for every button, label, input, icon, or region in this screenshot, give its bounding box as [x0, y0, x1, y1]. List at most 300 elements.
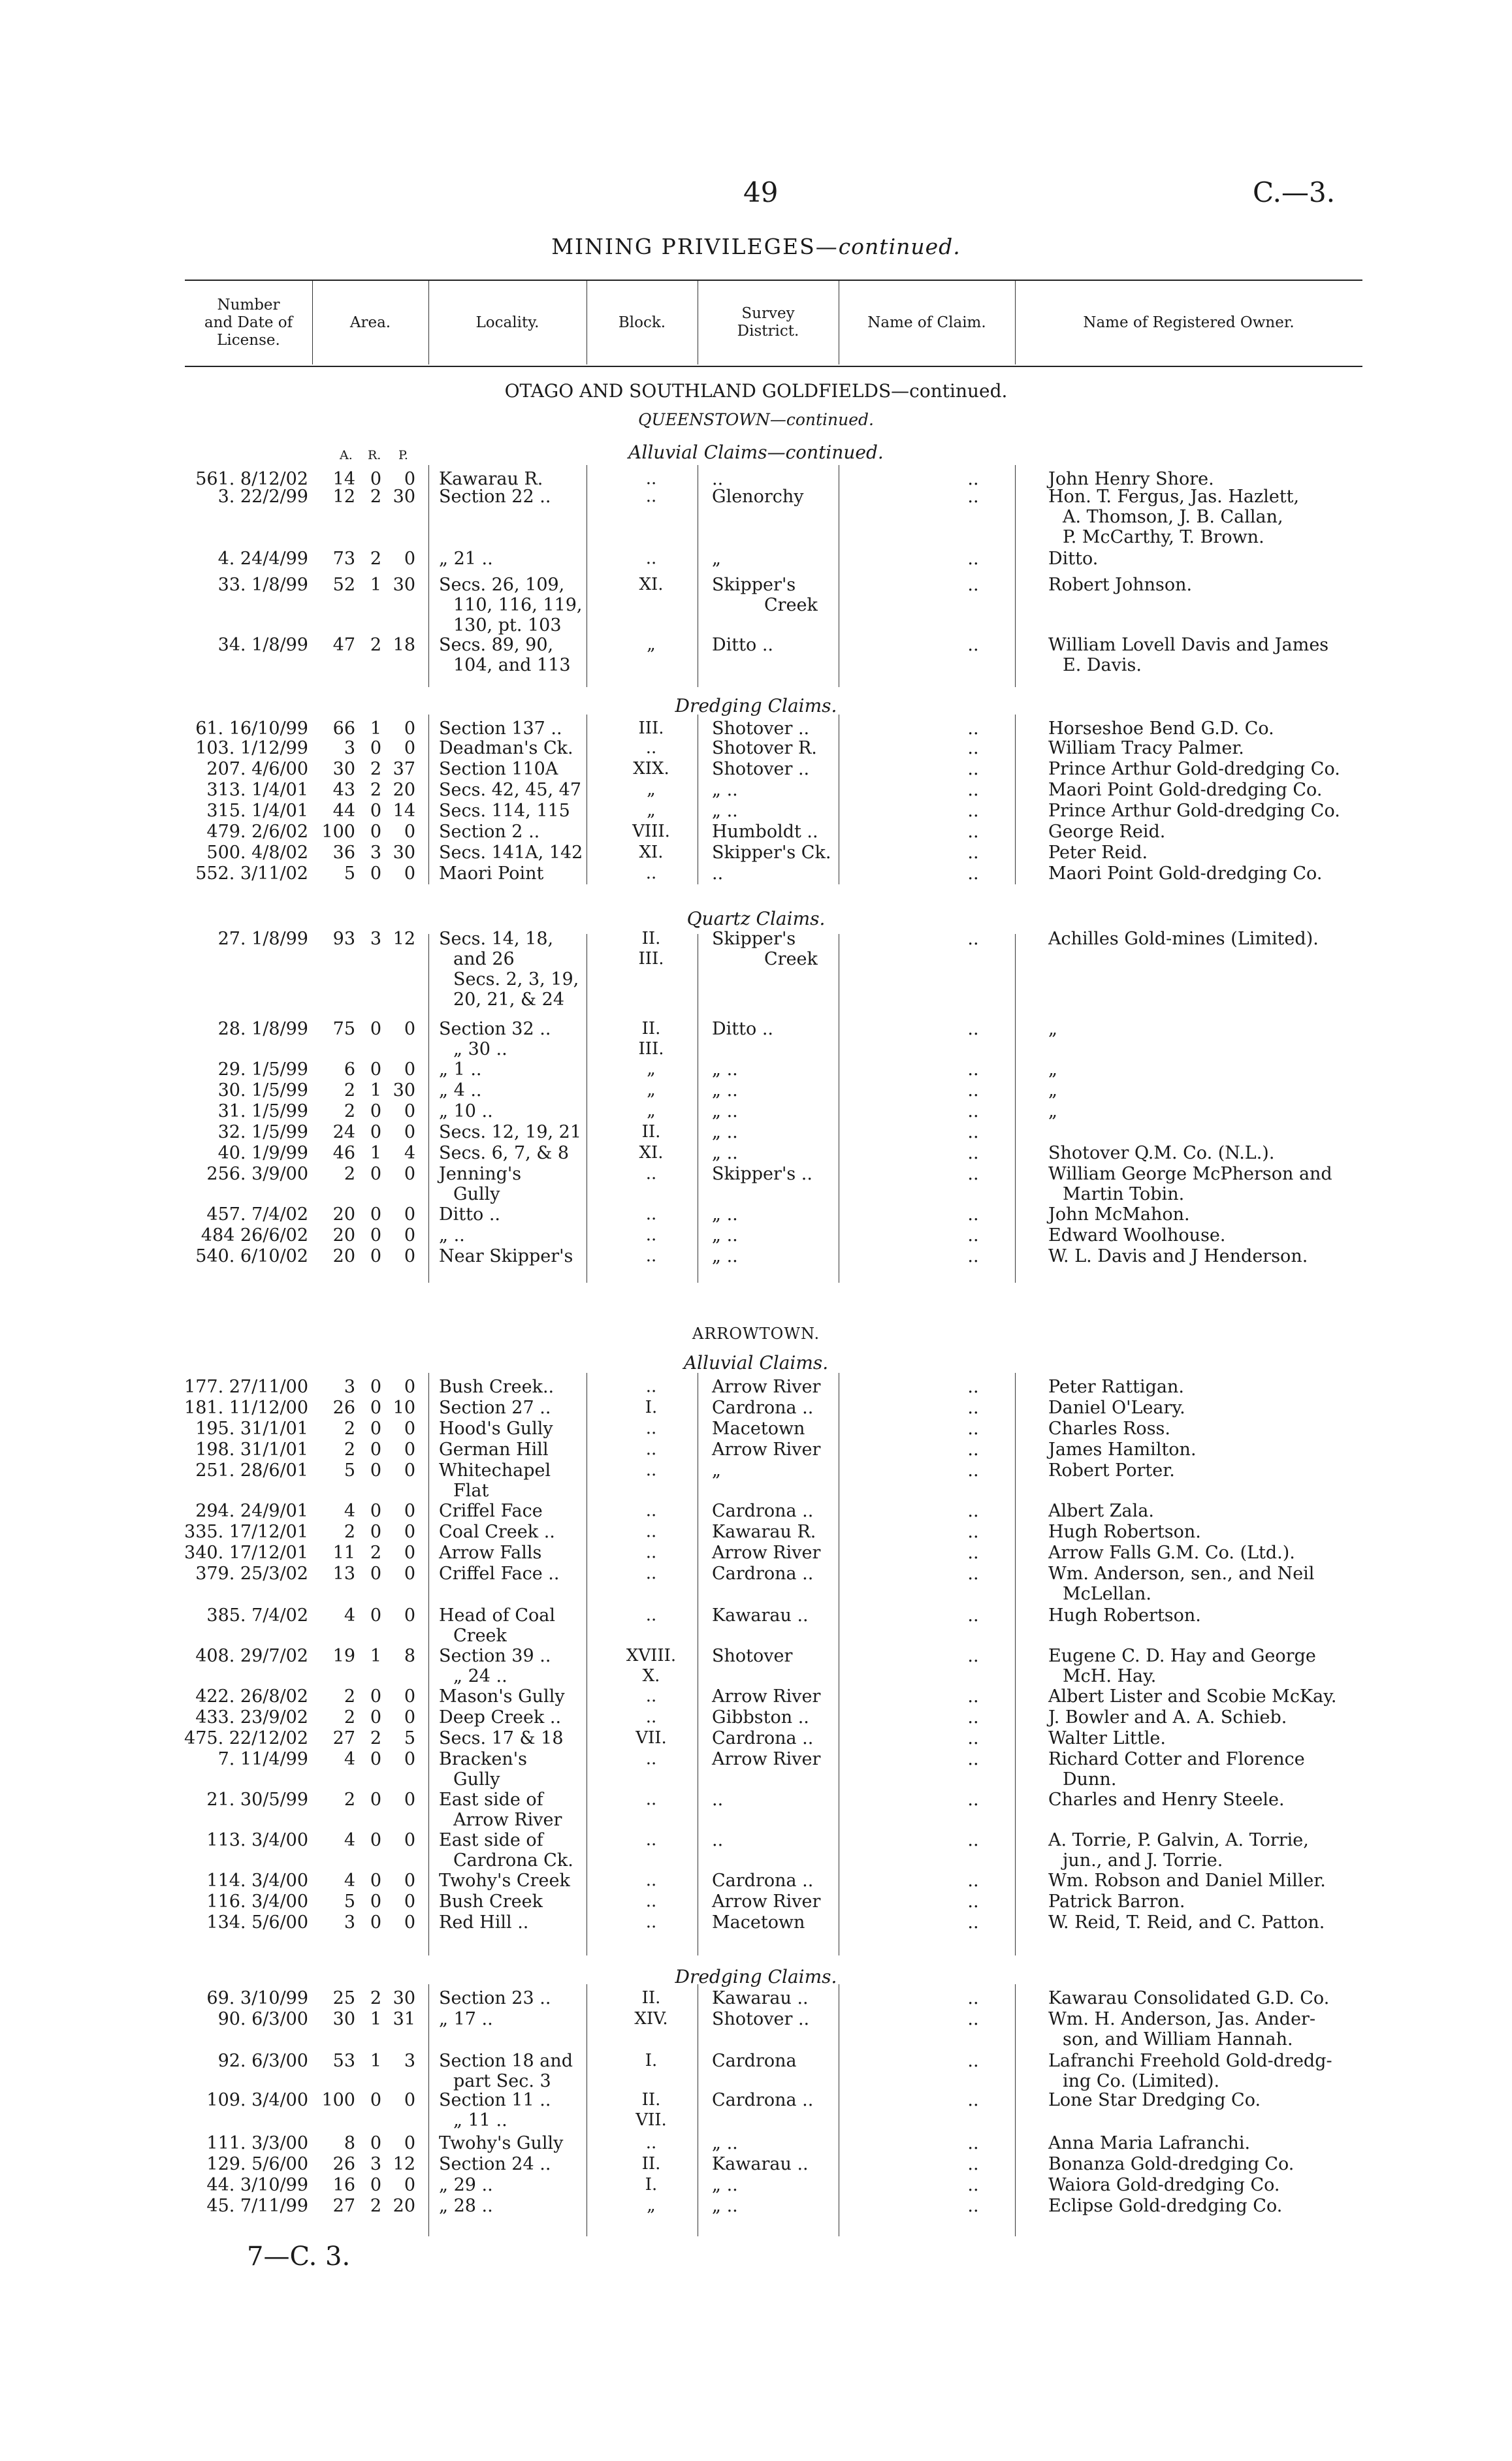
area-roods: 0 — [370, 1225, 381, 1246]
claim-name: .. — [967, 2090, 979, 2110]
locality: Section 23 .. — [439, 1988, 551, 2008]
claim-name: .. — [967, 1790, 979, 1810]
license-number-date: 31. 1/5/99 — [217, 1101, 308, 1121]
block: XI. — [639, 843, 664, 862]
block: .. — [645, 1707, 657, 1727]
registered-owner: Albert Lister and Scobie McKay. — [1048, 1686, 1337, 1707]
area-roods: 3 — [370, 2154, 381, 2174]
title-main: MINING PRIVILEGES— — [551, 234, 839, 259]
license-number-date: 90. 6/3/00 — [217, 2009, 308, 2029]
area-roods: 0 — [370, 738, 381, 758]
area-acres: 36 — [332, 843, 355, 863]
survey-district: „ .. — [712, 2196, 738, 2216]
claim-name: .. — [967, 822, 979, 842]
header-survey-district: Survey District. — [737, 305, 799, 340]
locality: East side of Cardrona Ck. — [439, 1830, 573, 1871]
block: .. — [645, 1225, 657, 1245]
license-number-date: 340. 17/12/01 — [184, 1543, 308, 1563]
area-perches: 37 — [393, 759, 415, 779]
block: .. — [645, 1871, 657, 1890]
locality: Ditto .. — [439, 1204, 500, 1225]
claim-name: .. — [967, 635, 979, 655]
license-number-date: 540. 6/10/02 — [195, 1246, 308, 1266]
block: II. — [641, 1988, 661, 2008]
block: II. — [641, 1122, 661, 1142]
claim-name: .. — [967, 863, 979, 884]
registered-owner: Ditto. — [1048, 549, 1099, 569]
license-number-date: 4. 24/4/99 — [217, 549, 308, 569]
area-roods: 0 — [370, 469, 381, 489]
area-perches: 0 — [404, 863, 415, 884]
locality: Section 22 .. — [439, 487, 551, 507]
area-acres: 75 — [332, 1019, 355, 1039]
page-title — [0, 234, 1512, 259]
claim-name: .. — [967, 718, 979, 739]
license-number-date: 181. 11/12/00 — [184, 1398, 308, 1418]
area-roods: 2 — [370, 1988, 381, 2008]
locality: „ 1 .. — [439, 1059, 482, 1080]
area-perches: 4 — [404, 1143, 415, 1163]
registered-owner: Arrow Falls G.M. Co. (Ltd.). — [1048, 1543, 1295, 1563]
license-number-date: 28. 1/8/99 — [217, 1019, 308, 1039]
area-perches: 0 — [404, 1564, 415, 1584]
survey-district: „ .. — [712, 1246, 738, 1266]
area-perches: 0 — [404, 1501, 415, 1521]
locality: Kawarau R. — [439, 469, 543, 489]
area-roods: 0 — [370, 1398, 381, 1418]
survey-district: „ .. — [712, 1101, 738, 1121]
area-perches: 0 — [404, 1707, 415, 1728]
claim-name: .. — [967, 1122, 979, 1142]
block: „ — [647, 2196, 656, 2215]
area-perches: 0 — [404, 1460, 415, 1481]
registered-owner: Charles Ross. — [1048, 1419, 1170, 1439]
claim-name: .. — [967, 1019, 979, 1039]
area-acres: 93 — [332, 929, 355, 949]
locality: Criffel Face — [439, 1501, 543, 1521]
area-acres: 3 — [344, 738, 355, 758]
area-acres: 43 — [332, 780, 355, 800]
locality: Near Skipper's — [439, 1246, 573, 1266]
claim-name: .. — [967, 2175, 979, 2195]
license-number-date: 313. 1/4/01 — [206, 780, 308, 800]
area-roods: 0 — [370, 1019, 381, 1039]
registered-owner: „ — [1048, 1019, 1057, 1039]
license-number-date: 45. 7/11/99 — [206, 2196, 308, 2216]
area-perches: 0 — [404, 1871, 415, 1891]
license-number-date: 27. 1/8/99 — [217, 929, 308, 949]
area-acres: 2 — [344, 1101, 355, 1121]
area-roods: 0 — [370, 1122, 381, 1142]
survey-district: Cardrona .. — [712, 1501, 814, 1521]
area-roods: 0 — [370, 863, 381, 884]
locality: Bracken's Gully — [439, 1749, 527, 1790]
block: .. — [645, 1377, 657, 1396]
survey-district: Arrow River — [712, 1749, 821, 1769]
area-perches: 0 — [404, 1912, 415, 1933]
locality: Section 18 and part Sec. 3 — [439, 2051, 573, 2091]
survey-district: Skipper's Ck. — [712, 843, 831, 863]
claim-name: .. — [967, 759, 979, 779]
area-acres: 66 — [332, 718, 355, 739]
header-area: Area. — [349, 314, 391, 331]
license-number-date: 251. 28/6/01 — [195, 1460, 308, 1481]
claim-name: .. — [967, 1101, 979, 1121]
survey-district: Skipper's Creek — [712, 929, 818, 969]
block: .. — [645, 1501, 657, 1520]
area-acres: 8 — [344, 2133, 355, 2153]
registered-owner: Maori Point Gold-dredging Co. — [1048, 780, 1323, 800]
survey-district: Cardrona .. — [712, 1871, 814, 1891]
block: VII. — [635, 1728, 667, 1748]
license-number-date: 475. 22/12/02 — [184, 1728, 308, 1748]
area-perches: 0 — [404, 1543, 415, 1563]
header-locality: Locality. — [475, 314, 539, 331]
claim-name: .. — [967, 2196, 979, 2216]
claim-name: .. — [967, 1080, 979, 1101]
area-roods: 0 — [370, 1522, 381, 1542]
license-number-date: 33. 1/8/99 — [217, 575, 308, 595]
registered-owner: Prince Arthur Gold-dredging Co. — [1048, 801, 1340, 821]
area-acres: 73 — [332, 549, 355, 569]
column-divider — [428, 465, 429, 687]
license-number-date: 29. 1/5/99 — [217, 1059, 308, 1080]
survey-district: Cardrona — [712, 2051, 797, 2071]
claim-name: .. — [967, 1605, 979, 1626]
block: .. — [645, 2133, 657, 2153]
survey-district: Shotover R. — [712, 738, 817, 758]
area-perches: 0 — [404, 822, 415, 842]
column-divider — [428, 1373, 429, 1955]
area-perches: 0 — [404, 1019, 415, 1039]
claim-name: .. — [967, 1891, 979, 1912]
area-roods: 2 — [370, 549, 381, 569]
survey-district: .. — [712, 1790, 724, 1810]
registered-owner: Wm. H. Anderson, Jas. Ander- son, and William Hannah. — [1048, 2009, 1316, 2050]
block: II. III. — [638, 1019, 664, 1059]
block: .. — [645, 1164, 657, 1183]
block: III. — [638, 718, 664, 738]
claim-name: .. — [967, 2009, 979, 2029]
locality: Secs. 17 & 18 — [439, 1728, 564, 1748]
claim-name: .. — [967, 2051, 979, 2071]
locality: Secs. 14, 18, and 26 Secs. 2, 3, 19, 20, 21, & 24 — [439, 929, 579, 1010]
block: .. — [645, 1749, 657, 1769]
area-roods: 0 — [370, 2090, 381, 2110]
header-claim: Name of Claim. — [867, 314, 986, 331]
claim-name: .. — [967, 1728, 979, 1748]
block: „ — [647, 1101, 656, 1121]
column-divider — [1015, 465, 1016, 687]
survey-district: „ .. — [712, 780, 738, 800]
area-acres: 4 — [344, 1605, 355, 1626]
claim-name: .. — [967, 1059, 979, 1080]
registered-owner: „ — [1048, 1080, 1057, 1101]
registered-owner: W. L. Davis and J Henderson. — [1048, 1246, 1308, 1266]
locality: Arrow Falls — [439, 1543, 542, 1563]
area-acres: 100 — [321, 822, 355, 842]
locality: Secs. 12, 19, 21 — [439, 1122, 582, 1142]
area-acres: 27 — [332, 1728, 355, 1748]
survey-district: „ .. — [712, 1122, 738, 1142]
license-number-date: 111. 3/3/00 — [206, 2133, 308, 2153]
area-perches: 0 — [404, 1122, 415, 1142]
survey-district: .. — [712, 469, 724, 489]
area-roods: 3 — [370, 843, 381, 863]
survey-district: Kawarau .. — [712, 2154, 809, 2174]
claim-name: .. — [967, 1988, 979, 2008]
locality: Secs. 6, 7, & 8 — [439, 1143, 570, 1163]
block: .. — [645, 1460, 657, 1480]
section-queenstown: QUEENSTOWN—continued. — [638, 410, 874, 429]
survey-district: „ .. — [712, 1225, 738, 1246]
survey-district: „ .. — [712, 2175, 738, 2195]
claim-name: .. — [967, 1204, 979, 1225]
area-roods: 0 — [370, 1419, 381, 1439]
block: VIII. — [632, 822, 670, 841]
locality: Secs. 114, 115 — [439, 801, 570, 821]
survey-district: Arrow River — [712, 1543, 821, 1563]
block: „ — [647, 1080, 656, 1100]
area-roods: 0 — [370, 1912, 381, 1933]
area-perches: 20 — [393, 780, 415, 800]
license-number-date: 335. 17/12/01 — [184, 1522, 308, 1542]
survey-district: „ — [712, 549, 721, 569]
column-divider — [1015, 1373, 1016, 1955]
area-roods: 0 — [370, 1440, 381, 1460]
survey-district: Cardrona .. — [712, 1728, 814, 1748]
registered-owner: Prince Arthur Gold-dredging Co. — [1048, 759, 1340, 779]
block: .. — [645, 1543, 657, 1562]
area-acres: 13 — [332, 1564, 355, 1584]
registered-owner: J. Bowler and A. A. Schieb. — [1048, 1707, 1287, 1728]
license-number-date: 422. 26/8/02 — [195, 1686, 308, 1707]
area-perches: 30 — [393, 1988, 415, 2008]
area-roods: 1 — [370, 575, 381, 595]
area-perches: 30 — [393, 1080, 415, 1101]
area-roods: 2 — [370, 1728, 381, 1748]
license-number-date: 256. 3/9/00 — [206, 1164, 308, 1184]
area-acres-label: A. — [340, 448, 353, 462]
header-block: Block. — [618, 314, 666, 331]
area-acres: 4 — [344, 1871, 355, 1891]
survey-district: Arrow River — [712, 1686, 821, 1707]
claim-name: .. — [967, 2154, 979, 2174]
claim-name: .. — [967, 1543, 979, 1563]
locality: East side of Arrow River — [439, 1790, 562, 1830]
locality: Deadman's Ck. — [439, 738, 573, 758]
registered-owner: Waiora Gold-dredging Co. — [1048, 2175, 1280, 2195]
area-perches: 0 — [404, 1101, 415, 1121]
locality: Twohy's Gully — [439, 2133, 564, 2153]
survey-district: „ .. — [712, 1080, 738, 1101]
survey-district: „ .. — [712, 1143, 738, 1163]
license-number-date: 484 26/6/02 — [201, 1225, 308, 1246]
area-perches: 0 — [404, 1605, 415, 1626]
registered-owner: Walter Little. — [1048, 1728, 1166, 1748]
claim-name: .. — [967, 1522, 979, 1542]
area-acres: 11 — [332, 1543, 355, 1563]
registered-owner: Kawarau Consolidated G.D. Co. — [1048, 1988, 1330, 2008]
locality: „ 29 .. — [439, 2175, 493, 2195]
survey-district: Skipper's .. — [712, 1164, 812, 1184]
license-number-date: 561. 8/12/02 — [195, 469, 308, 489]
registered-owner: Lafranchi Freehold Gold-dredg- ing Co. (Limited). — [1048, 2051, 1332, 2091]
license-number-date: 500. 4/8/02 — [206, 843, 308, 863]
registered-owner: Robert Porter. — [1048, 1460, 1175, 1481]
license-number-date: 134. 5/6/00 — [206, 1912, 308, 1933]
section-dredging-2: Dredging Claims. — [675, 1966, 837, 1987]
locality: „ 21 .. — [439, 549, 493, 569]
area-perches: 0 — [404, 1891, 415, 1912]
area-perches: 30 — [393, 487, 415, 507]
registered-owner: Achilles Gold-mines (Limited). — [1048, 929, 1319, 949]
area-perches-label: P. — [398, 448, 408, 462]
survey-district: Shotover .. — [712, 2009, 810, 2029]
block: XIX. — [633, 759, 669, 779]
area-perches: 0 — [404, 1377, 415, 1397]
survey-district: .. — [712, 863, 724, 884]
license-number-date: 113. 3/4/00 — [206, 1830, 308, 1850]
area-perches: 0 — [404, 2090, 415, 2110]
registered-owner: „ — [1048, 1101, 1057, 1121]
locality: Whitechapel Flat — [439, 1460, 551, 1501]
block: .. — [645, 1204, 657, 1224]
survey-district: „ .. — [712, 1059, 738, 1080]
claim-name: .. — [967, 1246, 979, 1266]
license-number-date: 198. 31/1/01 — [195, 1440, 308, 1460]
area-roods: 0 — [370, 1605, 381, 1626]
area-roods: 0 — [370, 822, 381, 842]
area-perches: 0 — [404, 1749, 415, 1769]
claim-name: .. — [967, 1377, 979, 1397]
survey-district: Humboldt .. — [712, 822, 818, 842]
block: „ — [647, 1059, 656, 1079]
block: I. — [645, 1398, 658, 1417]
claim-name: .. — [967, 1225, 979, 1246]
area-perches: 3 — [404, 2051, 415, 2071]
locality: Red Hill .. — [439, 1912, 529, 1933]
license-number-date: 69. 3/10/99 — [206, 1988, 308, 2008]
area-roods: 1 — [370, 1080, 381, 1101]
area-roods: 0 — [370, 1564, 381, 1584]
block: .. — [645, 1686, 657, 1706]
locality: Bush Creek.. — [439, 1377, 555, 1397]
area-perches: 30 — [393, 575, 415, 595]
locality: Mason's Gully — [439, 1686, 565, 1707]
block: .. — [645, 469, 657, 489]
area-perches: 0 — [404, 1164, 415, 1184]
block: .. — [645, 863, 657, 883]
area-acres: 27 — [332, 2196, 355, 2216]
header-top-rule — [185, 280, 1362, 281]
section-dredging: Dredging Claims. — [675, 695, 837, 716]
survey-district: Cardrona .. — [712, 1398, 814, 1418]
block: „ — [647, 801, 656, 820]
section-arrowtown: ARROWTOWN. — [692, 1325, 820, 1343]
block: XI. — [639, 1143, 664, 1163]
area-perches: 0 — [404, 718, 415, 739]
block: XVIII. X. — [626, 1646, 677, 1686]
area-roods: 0 — [370, 1204, 381, 1225]
block: .. — [645, 487, 657, 506]
locality: Secs. 42, 45, 47 — [439, 780, 582, 800]
locality: Jenning's Gully — [439, 1164, 522, 1204]
license-number-date: 61. 16/10/99 — [195, 718, 308, 739]
area-acres: 4 — [344, 1830, 355, 1850]
block: .. — [645, 549, 657, 568]
survey-district: Cardrona .. — [712, 1564, 814, 1584]
registered-owner: Lone Star Dredging Co. — [1048, 2090, 1261, 2110]
area-perches: 5 — [404, 1728, 415, 1748]
license-number-date: 114. 3/4/00 — [206, 1871, 308, 1891]
license-number-date: 408. 29/7/02 — [195, 1646, 308, 1666]
area-roods: 0 — [370, 1101, 381, 1121]
block: .. — [645, 1419, 657, 1438]
area-acres: 5 — [344, 1460, 355, 1481]
registered-owner: Hugh Robertson. — [1048, 1605, 1201, 1626]
area-perches: 0 — [404, 2133, 415, 2153]
locality: Twohy's Creek — [439, 1871, 570, 1891]
registered-owner: Peter Reid. — [1048, 843, 1148, 863]
area-perches: 10 — [393, 1398, 415, 1418]
claim-name: .. — [967, 1646, 979, 1666]
survey-district: „ .. — [712, 1204, 738, 1225]
claim-name: .. — [967, 801, 979, 821]
area-acres: 5 — [344, 1891, 355, 1912]
license-number-date: 34. 1/8/99 — [217, 635, 308, 655]
license-number-date: 30. 1/5/99 — [217, 1080, 308, 1101]
claim-name: .. — [967, 1749, 979, 1769]
claim-name: .. — [967, 1501, 979, 1521]
area-acres: 4 — [344, 1749, 355, 1769]
registered-owner: John Henry Shore. — [1048, 469, 1214, 489]
area-perches: 0 — [404, 1204, 415, 1225]
registered-owner: Patrick Barron. — [1048, 1891, 1185, 1912]
area-perches: 20 — [393, 2196, 415, 2216]
area-perches: 18 — [393, 635, 415, 655]
block: „ — [647, 780, 656, 799]
area-acres: 30 — [332, 759, 355, 779]
column-divider — [428, 1984, 429, 2236]
block: .. — [645, 1246, 657, 1266]
registered-owner: Robert Johnson. — [1048, 575, 1193, 595]
area-perches: 31 — [393, 2009, 415, 2029]
area-perches: 0 — [404, 1246, 415, 1266]
registered-owner: Anna Maria Lafranchi. — [1048, 2133, 1251, 2153]
claim-name: .. — [967, 575, 979, 595]
registered-owner: Bonanza Gold-dredging Co. — [1048, 2154, 1295, 2174]
license-number-date: 7. 11/4/99 — [217, 1749, 308, 1769]
area-acres: 4 — [344, 1501, 355, 1521]
license-number-date: 294. 24/9/01 — [195, 1501, 308, 1521]
license-number-date: 177. 27/11/00 — [184, 1377, 308, 1397]
area-roods: 1 — [370, 2009, 381, 2029]
claim-name: .. — [967, 1398, 979, 1418]
area-roods: 1 — [370, 1143, 381, 1163]
area-roods: 1 — [370, 1646, 381, 1666]
block: XI. — [639, 575, 664, 594]
area-acres: 20 — [332, 1246, 355, 1266]
block: II. III. — [638, 929, 664, 969]
survey-district: Cardrona .. — [712, 2090, 814, 2110]
area-acres: 6 — [344, 1059, 355, 1080]
locality: German Hill — [439, 1440, 549, 1460]
column-divider — [428, 715, 429, 884]
survey-district: Shotover .. — [712, 718, 810, 739]
area-perches: 0 — [404, 2175, 415, 2195]
registered-owner: Wm. Anderson, sen., and Neil McLellan. — [1048, 1564, 1315, 1604]
